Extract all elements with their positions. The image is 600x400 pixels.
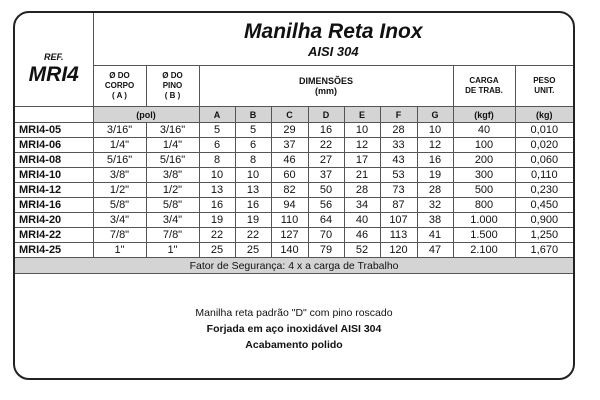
table-cell: 3/16" bbox=[93, 123, 146, 138]
row-ref: MRI4-25 bbox=[15, 243, 93, 258]
table-cell: 6 bbox=[235, 138, 271, 153]
header-carga: CARGA DE TRAB. bbox=[453, 66, 515, 107]
unit-peso: (kg) bbox=[515, 107, 573, 123]
table-cell: 28 bbox=[344, 183, 380, 198]
page-subtitle: AISI 304 bbox=[308, 44, 359, 59]
table-row bbox=[15, 198, 573, 213]
table-cell: 53 bbox=[380, 168, 417, 183]
table-cell: 100 bbox=[453, 138, 515, 153]
table-cell: 22 bbox=[199, 228, 235, 243]
table-row bbox=[15, 123, 573, 138]
table-cell: 38 bbox=[417, 213, 453, 228]
table-cell: 7/8" bbox=[93, 228, 146, 243]
table-cell: 3/8" bbox=[93, 168, 146, 183]
table-cell: 32 bbox=[417, 198, 453, 213]
table-cell: 28 bbox=[380, 123, 417, 138]
table-cell: 0,230 bbox=[515, 183, 573, 198]
table-cell: 5/8" bbox=[146, 198, 199, 213]
table-cell: 19 bbox=[417, 168, 453, 183]
table-cell: 8 bbox=[199, 153, 235, 168]
table-body bbox=[15, 123, 573, 258]
table-cell: 1/4" bbox=[146, 138, 199, 153]
table-cell: 5/16" bbox=[93, 153, 146, 168]
unit-c: C bbox=[271, 107, 308, 123]
table-cell: 10 bbox=[344, 123, 380, 138]
table-cell: 5 bbox=[235, 123, 271, 138]
row-ref: MRI4-08 bbox=[15, 153, 93, 168]
unit-f: F bbox=[380, 107, 417, 123]
table-cell: 56 bbox=[308, 198, 344, 213]
table-cell: 10 bbox=[235, 168, 271, 183]
table-cell: 64 bbox=[308, 213, 344, 228]
table-cell: 16 bbox=[308, 123, 344, 138]
unit-g: G bbox=[417, 107, 453, 123]
table-cell: 1" bbox=[93, 243, 146, 258]
table-cell: 46 bbox=[271, 153, 308, 168]
unit-b: B bbox=[235, 107, 271, 123]
row-ref: MRI4-16 bbox=[15, 198, 93, 213]
description-line-2: Forjada em aço inoxidável AISI 304 bbox=[206, 323, 382, 335]
table-cell: 28 bbox=[417, 183, 453, 198]
table-cell: 37 bbox=[271, 138, 308, 153]
safety-factor-note: Fator de Segurança: 4 x a carga de Trabalho bbox=[15, 258, 573, 274]
table-cell: 12 bbox=[417, 138, 453, 153]
unit-a: A bbox=[199, 107, 235, 123]
table-cell: 107 bbox=[380, 213, 417, 228]
table-cell: 800 bbox=[453, 198, 515, 213]
units-row bbox=[15, 107, 573, 123]
table-cell: 5 bbox=[199, 123, 235, 138]
table-cell: 40 bbox=[344, 213, 380, 228]
spec-card bbox=[13, 11, 575, 380]
table-cell: 22 bbox=[235, 228, 271, 243]
table-cell: 94 bbox=[271, 198, 308, 213]
header-dimensoes: DIMENSÕES (mm) bbox=[199, 66, 453, 107]
table-cell: 1.500 bbox=[453, 228, 515, 243]
row-ref: MRI4-06 bbox=[15, 138, 93, 153]
header-pino: Ø DO PINO ( B ) bbox=[146, 66, 199, 107]
table-cell: 79 bbox=[308, 243, 344, 258]
table-cell: 40 bbox=[453, 123, 515, 138]
table-cell: 46 bbox=[344, 228, 380, 243]
table-row bbox=[15, 183, 573, 198]
table-cell: 1/2" bbox=[93, 183, 146, 198]
table-cell: 500 bbox=[453, 183, 515, 198]
row-ref: MRI4-12 bbox=[15, 183, 93, 198]
unit-carga: (kgf) bbox=[453, 107, 515, 123]
table-cell: 5/16" bbox=[146, 153, 199, 168]
table-cell: 25 bbox=[235, 243, 271, 258]
table-cell: 70 bbox=[308, 228, 344, 243]
table-cell: 0,060 bbox=[515, 153, 573, 168]
table-row bbox=[15, 153, 573, 168]
row-ref: MRI4-05 bbox=[15, 123, 93, 138]
table-cell: 37 bbox=[308, 168, 344, 183]
table-row bbox=[15, 243, 573, 258]
table-cell: 8 bbox=[235, 153, 271, 168]
table-cell: 87 bbox=[380, 198, 417, 213]
table-cell: 33 bbox=[380, 138, 417, 153]
table-cell: 1,670 bbox=[515, 243, 573, 258]
ref-label: REF. bbox=[43, 51, 64, 62]
table-cell: 19 bbox=[199, 213, 235, 228]
table-cell: 0,010 bbox=[515, 123, 573, 138]
table-cell: 25 bbox=[199, 243, 235, 258]
table-cell: 113 bbox=[380, 228, 417, 243]
table-cell: 43 bbox=[380, 153, 417, 168]
unit-e: E bbox=[344, 107, 380, 123]
table-cell: 12 bbox=[344, 138, 380, 153]
table-cell: 0,020 bbox=[515, 138, 573, 153]
table-cell: 1.000 bbox=[453, 213, 515, 228]
description-line-1: Manilha reta padrão "D" com pino roscado bbox=[195, 307, 393, 319]
ref-code: MRI4 bbox=[28, 62, 79, 86]
table-cell: 1/2" bbox=[146, 183, 199, 198]
header-corpo: Ø DO CORPO ( A ) bbox=[93, 66, 146, 107]
table-cell: 73 bbox=[380, 183, 417, 198]
table-cell: 16 bbox=[199, 198, 235, 213]
row-ref: MRI4-10 bbox=[15, 168, 93, 183]
product-description bbox=[15, 305, 573, 353]
description-line-3: Acabamento polido bbox=[245, 339, 343, 351]
table-cell: 52 bbox=[344, 243, 380, 258]
table-cell: 60 bbox=[271, 168, 308, 183]
table-cell: 19 bbox=[235, 213, 271, 228]
table-cell: 13 bbox=[199, 183, 235, 198]
table-cell: 27 bbox=[308, 153, 344, 168]
row-ref: MRI4-22 bbox=[15, 228, 93, 243]
table-cell: 6 bbox=[199, 138, 235, 153]
table-cell: 110 bbox=[271, 213, 308, 228]
table-cell: 1" bbox=[146, 243, 199, 258]
table-cell: 1,250 bbox=[515, 228, 573, 243]
table-cell: 16 bbox=[235, 198, 271, 213]
table-cell: 34 bbox=[344, 198, 380, 213]
ref-cell bbox=[15, 13, 93, 107]
table-cell: 47 bbox=[417, 243, 453, 258]
table-cell: 140 bbox=[271, 243, 308, 258]
table-cell: 82 bbox=[271, 183, 308, 198]
table-row bbox=[15, 213, 573, 228]
table-cell: 2.100 bbox=[453, 243, 515, 258]
table-row bbox=[15, 138, 573, 153]
table-cell: 29 bbox=[271, 123, 308, 138]
table-cell: 10 bbox=[417, 123, 453, 138]
table-cell: 0,110 bbox=[515, 168, 573, 183]
table-cell: 1/4" bbox=[93, 138, 146, 153]
table-cell: 17 bbox=[344, 153, 380, 168]
table-row bbox=[15, 168, 573, 183]
table-cell: 200 bbox=[453, 153, 515, 168]
table-cell: 3/8" bbox=[146, 168, 199, 183]
unit-d: D bbox=[308, 107, 344, 123]
table-cell: 13 bbox=[235, 183, 271, 198]
table-cell: 120 bbox=[380, 243, 417, 258]
table-cell: 5/8" bbox=[93, 198, 146, 213]
unit-pol: (pol) bbox=[93, 107, 199, 123]
table-cell: 127 bbox=[271, 228, 308, 243]
units-blank bbox=[15, 107, 93, 123]
table-cell: 3/16" bbox=[146, 123, 199, 138]
page-title: Manilha Reta Inox bbox=[244, 20, 423, 43]
title-cell bbox=[93, 13, 573, 66]
table-cell: 0,900 bbox=[515, 213, 573, 228]
row-ref: MRI4-20 bbox=[15, 213, 93, 228]
table-cell: 3/4" bbox=[93, 213, 146, 228]
table-cell: 7/8" bbox=[146, 228, 199, 243]
table-row bbox=[15, 228, 573, 243]
spec-table bbox=[15, 13, 573, 274]
table-cell: 41 bbox=[417, 228, 453, 243]
table-cell: 16 bbox=[417, 153, 453, 168]
table-cell: 3/4" bbox=[146, 213, 199, 228]
table-cell: 50 bbox=[308, 183, 344, 198]
table-cell: 21 bbox=[344, 168, 380, 183]
table-cell: 10 bbox=[199, 168, 235, 183]
table-cell: 22 bbox=[308, 138, 344, 153]
table-cell: 0,450 bbox=[515, 198, 573, 213]
table-cell: 300 bbox=[453, 168, 515, 183]
header-peso: PESO UNIT. bbox=[515, 66, 573, 107]
